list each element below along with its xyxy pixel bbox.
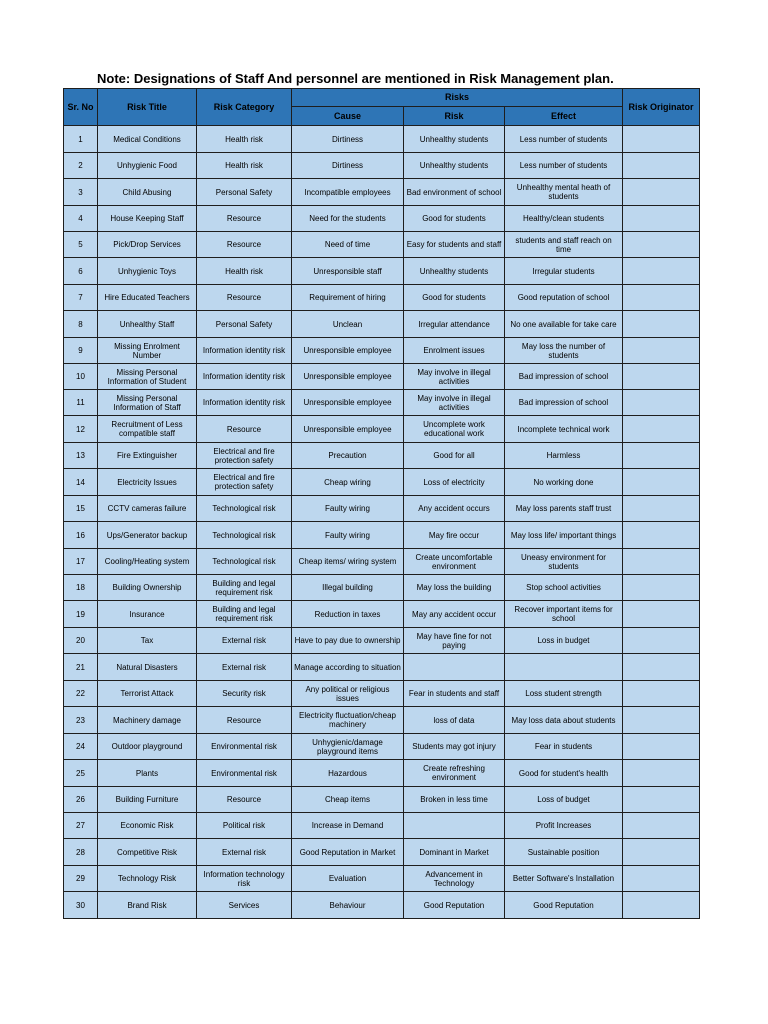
risk-title-cell: Technology Risk [98,866,197,892]
risk-title-cell: Economic Risk [98,813,197,839]
risk-title-cell: Competitive Risk [98,839,197,866]
cause-cell: Incompatible employees [292,179,404,206]
risk-originator-cell [623,839,700,866]
risk-cell: May any accident occur [404,601,505,628]
row-number-cell: 17 [64,549,98,575]
effect-cell: Stop school activities [505,575,623,601]
risk-originator-cell [623,338,700,364]
risk-category-cell: Information identity risk [197,364,292,390]
header-effect: Effect [505,107,623,126]
risk-cell: May fire occur [404,522,505,549]
effect-cell: students and staff reach on time [505,232,623,258]
risk-category-cell: External risk [197,839,292,866]
row-number-cell: 16 [64,522,98,549]
risk-title-cell: Outdoor playground [98,734,197,760]
risk-cell [404,654,505,681]
risk-title-cell: Medical Conditions [98,126,197,153]
row-number-cell: 9 [64,338,98,364]
row-number-cell: 20 [64,628,98,654]
cause-cell: Cheap items [292,787,404,813]
risk-cell: Advancement in Technology [404,866,505,892]
risk-originator-cell [623,813,700,839]
risk-category-cell: Resource [197,285,292,311]
effect-cell: Irregular students [505,258,623,285]
risk-originator-cell [623,787,700,813]
risk-originator-cell [623,443,700,469]
effect-cell: Uneasy environment for students [505,549,623,575]
row-number-cell: 11 [64,390,98,416]
risk-category-cell: Electrical and fire protection safety [197,443,292,469]
effect-cell: May loss data about students [505,707,623,734]
risk-category-cell: Personal Safety [197,179,292,206]
risk-title-cell: Plants [98,760,197,787]
note-text: Note: Designations of Staff And personnel are mentioned in Risk Management plan. [97,71,614,86]
row-number-cell: 30 [64,892,98,919]
risk-originator-cell [623,734,700,760]
risk-category-cell: Electrical and fire protection safety [197,469,292,496]
risk-originator-cell [623,206,700,232]
row-number-cell: 5 [64,232,98,258]
effect-cell: May loss the number of students [505,338,623,364]
row-number-cell: 25 [64,760,98,787]
header-risks: Risks [292,89,623,107]
effect-cell: Fear in students [505,734,623,760]
risk-title-cell: Pick/Drop Services [98,232,197,258]
risk-category-cell: Building and legal requirement risk [197,575,292,601]
risk-cell: Uncomplete work educational work [404,416,505,443]
table-row [64,126,700,153]
table-row [64,153,700,179]
header-risk: Risk [404,107,505,126]
row-number-cell: 2 [64,153,98,179]
risk-title-cell: Electricity Issues [98,469,197,496]
cause-cell: Dirtiness [292,153,404,179]
risk-title-cell: Ups/Generator backup [98,522,197,549]
risk-category-cell: Environmental risk [197,760,292,787]
effect-cell: May loss parents staff trust [505,496,623,522]
table-row [64,390,700,416]
row-number-cell: 19 [64,601,98,628]
table-row [64,892,700,919]
risk-cell: Good for students [404,285,505,311]
risk-cell: Good for students [404,206,505,232]
risk-originator-cell [623,522,700,549]
table-header-row [64,89,700,107]
cause-cell: Any political or religious issues [292,681,404,707]
row-number-cell: 4 [64,206,98,232]
row-number-cell: 21 [64,654,98,681]
risk-category-cell: Services [197,892,292,919]
risk-category-cell: Health risk [197,153,292,179]
risk-originator-cell [623,628,700,654]
risk-originator-cell [623,179,700,206]
risk-category-cell: Resource [197,787,292,813]
cause-cell: Behaviour [292,892,404,919]
effect-cell: Good reputation of school [505,285,623,311]
risk-cell: loss of data [404,707,505,734]
row-number-cell: 6 [64,258,98,285]
risk-category-cell: Resource [197,232,292,258]
risk-category-cell: Building and legal requirement risk [197,601,292,628]
risk-cell: Students may got injury [404,734,505,760]
effect-cell: Good Reputation [505,892,623,919]
row-number-cell: 8 [64,311,98,338]
effect-cell: Sustainable position [505,839,623,866]
risk-originator-cell [623,311,700,338]
risk-category-cell: Resource [197,416,292,443]
row-number-cell: 1 [64,126,98,153]
row-number-cell: 7 [64,285,98,311]
cause-cell: Requirement of hiring [292,285,404,311]
cause-cell: Need for the students [292,206,404,232]
table-row [64,760,700,787]
risk-title-cell: Brand Risk [98,892,197,919]
risk-originator-cell [623,707,700,734]
risk-category-cell: Technological risk [197,522,292,549]
risk-title-cell: Missing Personal Information of Student [98,364,197,390]
risk-originator-cell [623,469,700,496]
header-cause: Cause [292,107,404,126]
cause-cell: Faulty wiring [292,496,404,522]
risk-title-cell: CCTV cameras failure [98,496,197,522]
risk-table [63,88,700,919]
risk-originator-cell [623,575,700,601]
cause-cell: Electricity fluctuation/cheap machinery [292,707,404,734]
table-row [64,443,700,469]
risk-originator-cell [623,866,700,892]
risk-title-cell: Recruitment of Less compatible staff [98,416,197,443]
risk-category-cell: Resource [197,206,292,232]
table-row [64,285,700,311]
effect-cell: Healthy/clean students [505,206,623,232]
risk-table-body [64,126,700,919]
risk-category-cell: Political risk [197,813,292,839]
risk-category-cell: Resource [197,707,292,734]
risk-title-cell: Fire Extinguisher [98,443,197,469]
risk-cell: Fear in students and staff [404,681,505,707]
effect-cell: Better Software's Installation [505,866,623,892]
risk-cell: May involve in illegal activities [404,390,505,416]
cause-cell: Unhygienic/damage playground items [292,734,404,760]
risk-cell: Irregular attendance [404,311,505,338]
risk-category-cell: Information technology risk [197,866,292,892]
risk-title-cell: Unhygienic Food [98,153,197,179]
effect-cell: Bad impression of school [505,390,623,416]
cause-cell: Cheap wiring [292,469,404,496]
row-number-cell: 22 [64,681,98,707]
risk-category-cell: Technological risk [197,496,292,522]
risk-cell: May involve in illegal activities [404,364,505,390]
risk-originator-cell [623,258,700,285]
table-row [64,787,700,813]
row-number-cell: 26 [64,787,98,813]
effect-cell: No working done [505,469,623,496]
table-row [64,496,700,522]
risk-category-cell: Information identity risk [197,338,292,364]
risk-cell: Create refreshing environment [404,760,505,787]
risk-cell [404,813,505,839]
effect-cell: Harmless [505,443,623,469]
row-number-cell: 24 [64,734,98,760]
risk-cell: Create uncomfortable environment [404,549,505,575]
risk-title-cell: Insurance [98,601,197,628]
risk-title-cell: Building Ownership [98,575,197,601]
cause-cell: Precaution [292,443,404,469]
effect-cell: Loss student strength [505,681,623,707]
risk-category-cell: Personal Safety [197,311,292,338]
row-number-cell: 14 [64,469,98,496]
risk-title-cell: Unhealthy Staff [98,311,197,338]
table-row [64,654,700,681]
risk-title-cell: Child Abusing [98,179,197,206]
effect-cell: Less number of students [505,126,623,153]
risk-originator-cell [623,153,700,179]
risk-cell: May have fine for not paying [404,628,505,654]
risk-title-cell: Tax [98,628,197,654]
cause-cell: Unclean [292,311,404,338]
table-row [64,416,700,443]
table-row [64,681,700,707]
row-number-cell: 15 [64,496,98,522]
table-row [64,734,700,760]
risk-cell: Dominant in Market [404,839,505,866]
table-row [64,232,700,258]
table-row [64,206,700,232]
risk-originator-cell [623,601,700,628]
risk-originator-cell [623,681,700,707]
row-number-cell: 27 [64,813,98,839]
risk-cell: Good for all [404,443,505,469]
risk-title-cell: Unhygienic Toys [98,258,197,285]
cause-cell: Increase in Demand [292,813,404,839]
cause-cell: Need of time [292,232,404,258]
cause-cell: Cheap items/ wiring system [292,549,404,575]
table-row [64,707,700,734]
risk-category-cell: Technological risk [197,549,292,575]
effect-cell: Less number of students [505,153,623,179]
risk-originator-cell [623,654,700,681]
risk-cell: Bad environment of school [404,179,505,206]
table-row [64,258,700,285]
table-row [64,364,700,390]
effect-cell: Loss in budget [505,628,623,654]
table-row [64,179,700,206]
cause-cell: Unresponsible employee [292,364,404,390]
header-risk-category: Risk Category [197,89,292,126]
risk-cell: May loss the building [404,575,505,601]
table-row [64,522,700,549]
risk-originator-cell [623,390,700,416]
table-row [64,311,700,338]
effect-cell: Bad impression of school [505,364,623,390]
row-number-cell: 12 [64,416,98,443]
risk-cell: Easy for students and staff [404,232,505,258]
risk-cell: Broken in less time [404,787,505,813]
row-number-cell: 28 [64,839,98,866]
row-number-cell: 29 [64,866,98,892]
risk-title-cell: Building Furniture [98,787,197,813]
risk-category-cell: External risk [197,654,292,681]
header-sr-no: Sr. No [64,89,98,126]
table-row [64,575,700,601]
effect-cell: May loss life/ important things [505,522,623,549]
row-number-cell: 18 [64,575,98,601]
risk-category-cell: Information identity risk [197,390,292,416]
effect-cell: Loss of budget [505,787,623,813]
cause-cell: Unresponsible staff [292,258,404,285]
cause-cell: Unresponsible employee [292,390,404,416]
cause-cell: Hazardous [292,760,404,787]
table-row [64,839,700,866]
risk-category-cell: Health risk [197,126,292,153]
effect-cell: Incomplete technical work [505,416,623,443]
risk-originator-cell [623,892,700,919]
risk-category-cell: Security risk [197,681,292,707]
row-number-cell: 10 [64,364,98,390]
table-row [64,338,700,364]
table-row [64,628,700,654]
risk-title-cell: Terrorist Attack [98,681,197,707]
risk-title-cell: Hire Educated Teachers [98,285,197,311]
risk-cell: Any accident occurs [404,496,505,522]
risk-title-cell: House Keeping Staff [98,206,197,232]
table-row [64,549,700,575]
risk-category-cell: Health risk [197,258,292,285]
table-row [64,601,700,628]
table-row [64,866,700,892]
effect-cell: Profit Increases [505,813,623,839]
risk-cell: Unhealthy students [404,258,505,285]
row-number-cell: 23 [64,707,98,734]
risk-originator-cell [623,496,700,522]
table-row [64,469,700,496]
risk-originator-cell [623,760,700,787]
cause-cell: Dirtiness [292,126,404,153]
cause-cell: Unresponsible employee [292,338,404,364]
cause-cell: Manage according to situation [292,654,404,681]
risk-title-cell: Cooling/Heating system [98,549,197,575]
risk-cell: Unhealthy students [404,126,505,153]
risk-cell: Loss of electricity [404,469,505,496]
effect-cell [505,654,623,681]
header-risk-originator: Risk Originator [623,89,700,126]
risk-title-cell: Missing Enrolment Number [98,338,197,364]
effect-cell: Recover important items for school [505,601,623,628]
cause-cell: Good Reputation in Market [292,839,404,866]
risk-originator-cell [623,364,700,390]
cause-cell: Have to pay due to ownership [292,628,404,654]
effect-cell: Good for student's health [505,760,623,787]
cause-cell: Evaluation [292,866,404,892]
cause-cell: Faulty wiring [292,522,404,549]
effect-cell: No one available for take care [505,311,623,338]
risk-category-cell: Environmental risk [197,734,292,760]
risk-category-cell: External risk [197,628,292,654]
risk-originator-cell [623,285,700,311]
row-number-cell: 3 [64,179,98,206]
risk-cell: Enrolment issues [404,338,505,364]
risk-originator-cell [623,416,700,443]
risk-title-cell: Natural Disasters [98,654,197,681]
cause-cell: Illegal building [292,575,404,601]
effect-cell: Unhealthy mental heath of students [505,179,623,206]
risk-cell: Good Reputation [404,892,505,919]
risk-cell: Unhealthy students [404,153,505,179]
row-number-cell: 13 [64,443,98,469]
table-row [64,813,700,839]
cause-cell: Reduction in taxes [292,601,404,628]
risk-originator-cell [623,126,700,153]
risk-originator-cell [623,232,700,258]
risk-title-cell: Machinery damage [98,707,197,734]
risk-title-cell: Missing Personal Information of Staff [98,390,197,416]
risk-originator-cell [623,549,700,575]
header-risk-title: Risk Title [98,89,197,126]
cause-cell: Unresponsible employee [292,416,404,443]
